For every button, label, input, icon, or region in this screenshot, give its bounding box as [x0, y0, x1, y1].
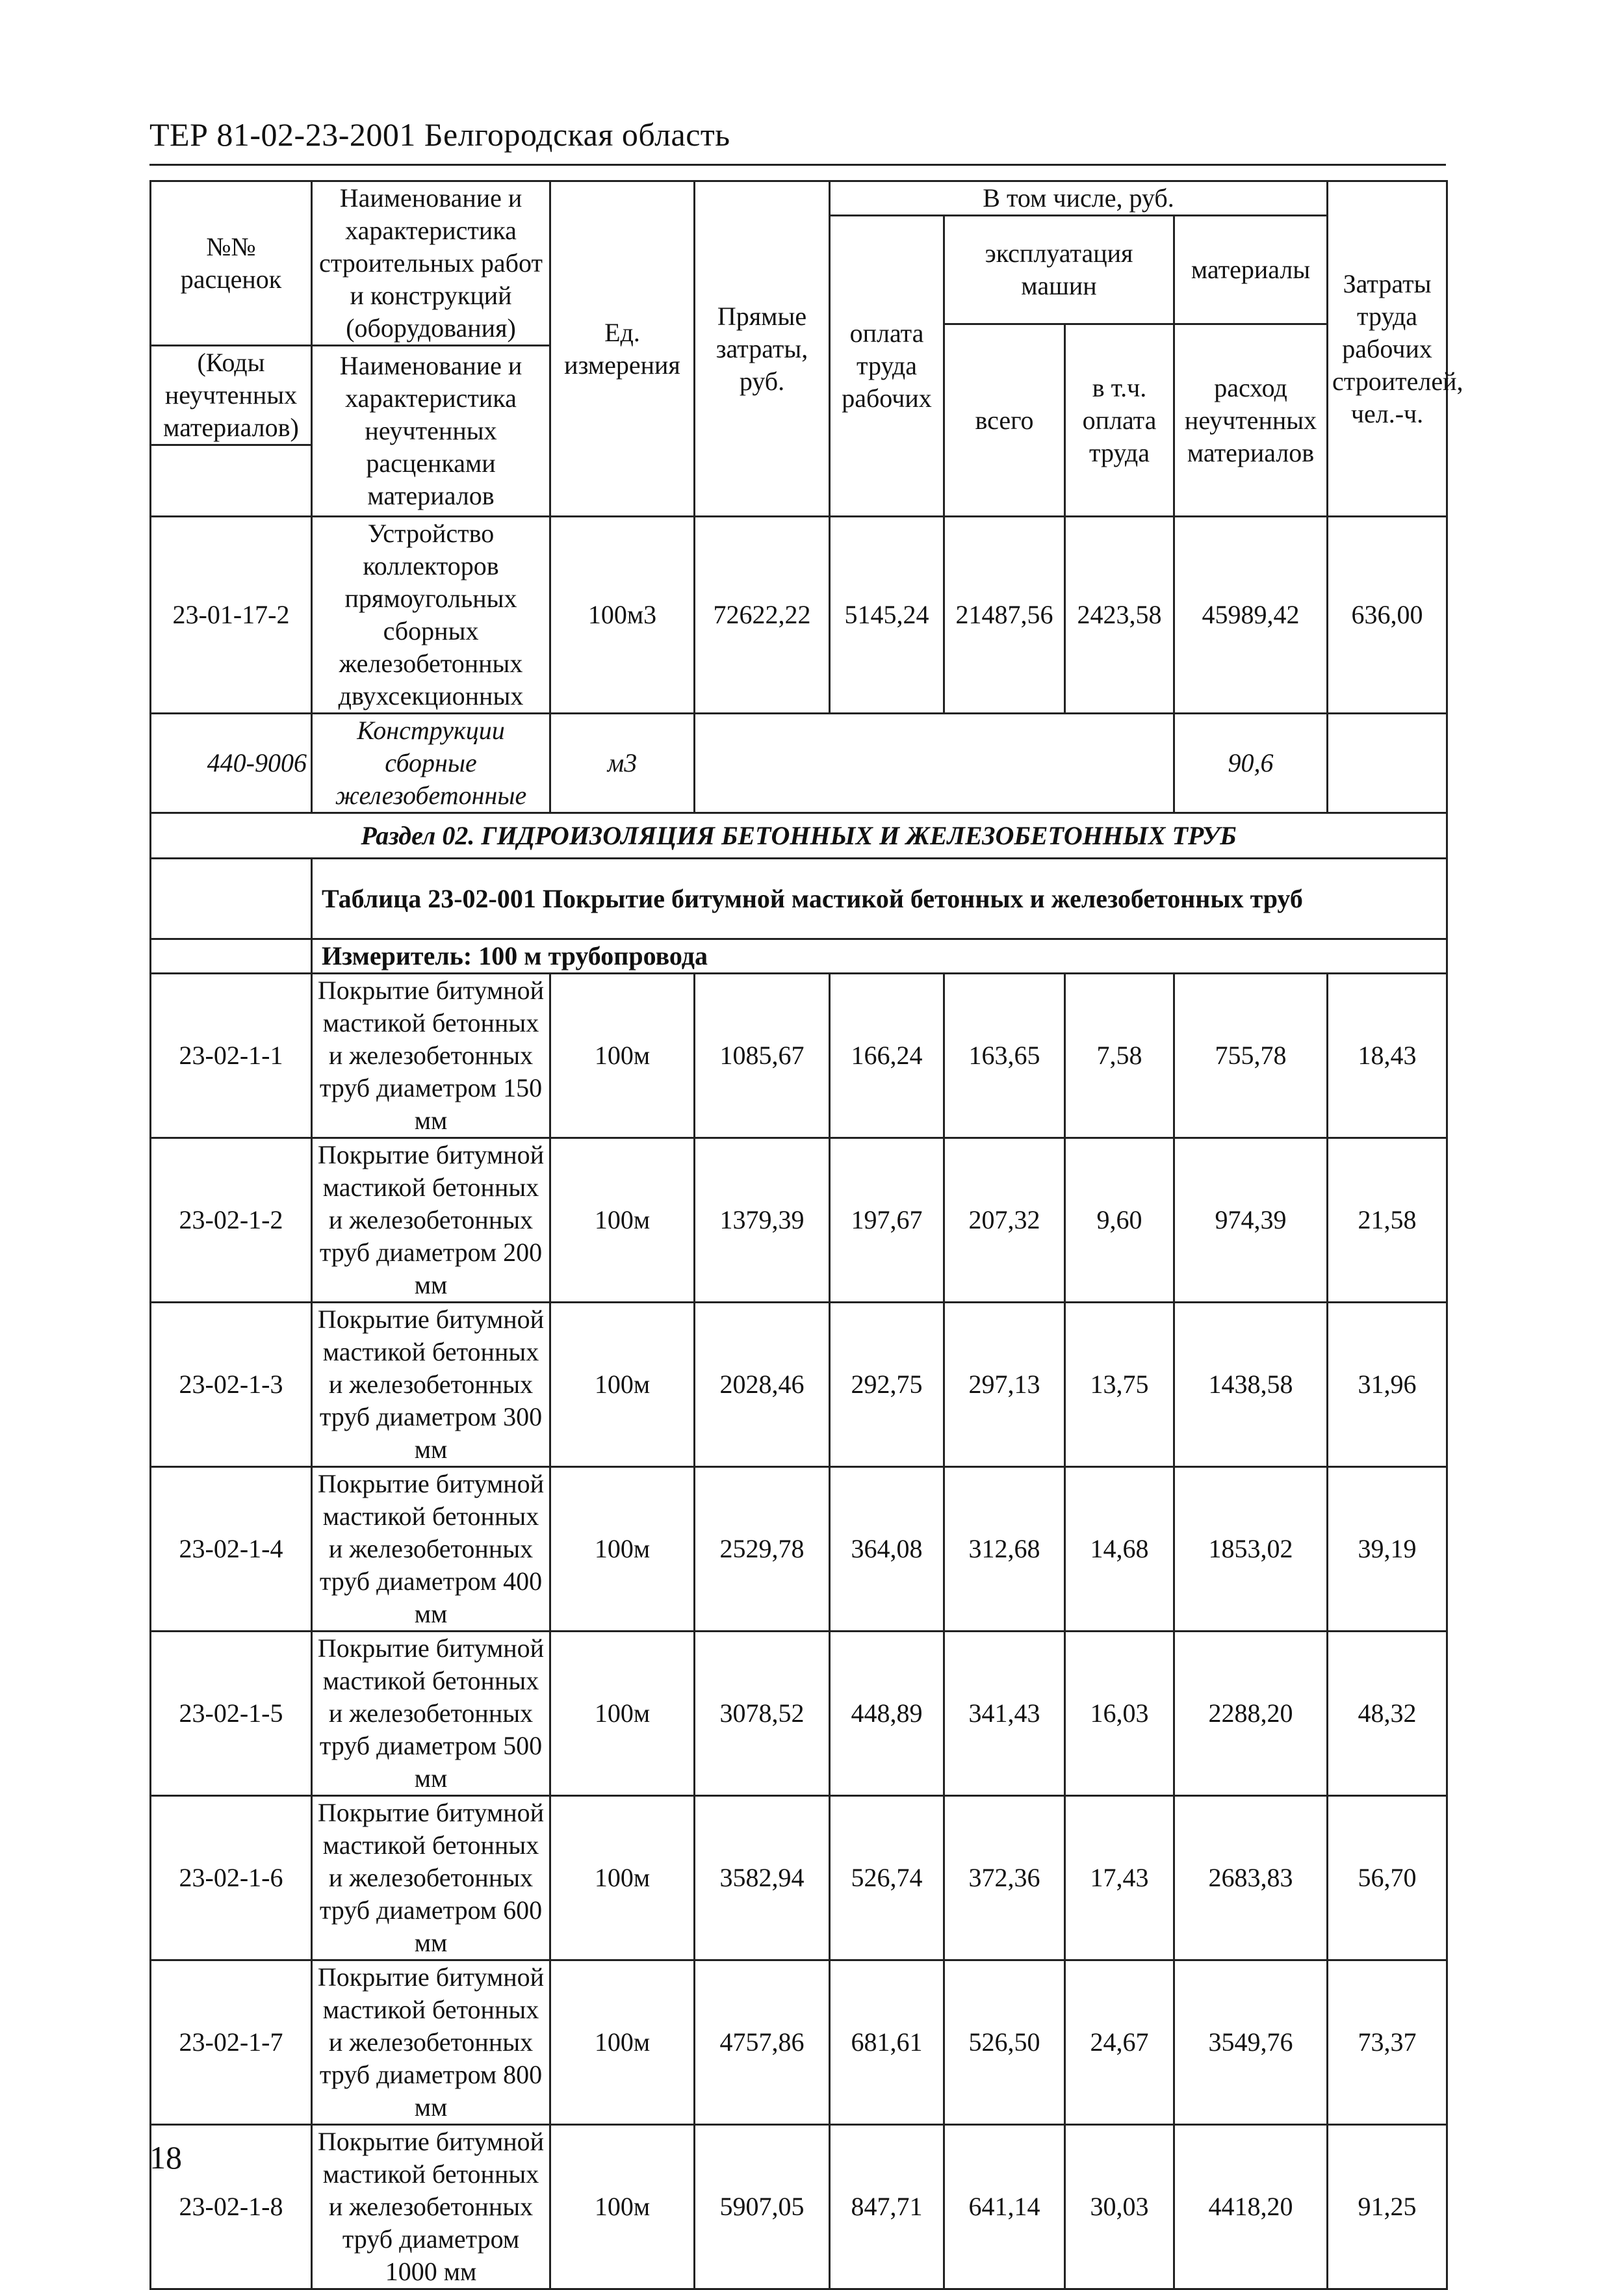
row-code: 23-02-1-2 — [151, 1138, 312, 1303]
header-wage: оплата труда рабочих — [830, 216, 944, 517]
header-materials-alt: расход неучтенных материалов — [1174, 324, 1328, 517]
row-unit: 100м — [550, 1303, 695, 1467]
row-direct: 2529,78 — [695, 1467, 830, 1632]
row-code: 23-02-1-3 — [151, 1303, 312, 1467]
row-machines-wage: 7,58 — [1065, 974, 1174, 1138]
row-materials: 755,78 — [1174, 974, 1328, 1138]
row-machines-total: 312,68 — [944, 1467, 1065, 1632]
page-number: 18 — [149, 2139, 182, 2176]
header-including: В том числе, руб. — [830, 181, 1328, 216]
material-unit: м3 — [550, 714, 695, 813]
header-materials: материалы — [1174, 216, 1328, 324]
row-machines-wage: 30,03 — [1065, 2125, 1174, 2289]
row-machines-total: 372,36 — [944, 1796, 1065, 1960]
table-row — [151, 1796, 1447, 1960]
row-name: Покрытие битумной мастикой бетонных и железобетонных труб диаметром 150 мм — [312, 974, 550, 1138]
row-machines-wage: 9,60 — [1065, 1138, 1174, 1303]
row-materials: 1438,58 — [1174, 1303, 1328, 1467]
row-name: Покрытие битумной мастикой бетонных и железобетонных труб диаметром 500 мм — [312, 1632, 550, 1796]
row-unit: 100м3 — [550, 517, 695, 714]
row-unit: 100м — [550, 1467, 695, 1632]
row-unit: 100м — [550, 1960, 695, 2125]
header-machines-wage: в т.ч. оплата труда — [1065, 324, 1174, 517]
row-machines-wage: 24,67 — [1065, 1960, 1174, 2125]
row-direct: 1379,39 — [695, 1138, 830, 1303]
row-machines-wage: 16,03 — [1065, 1632, 1174, 1796]
row-materials: 4418,20 — [1174, 2125, 1328, 2289]
header-machines: эксплуатация машин — [944, 216, 1174, 324]
row-machines-total: 526,50 — [944, 1960, 1065, 2125]
table-row — [151, 2125, 1447, 2289]
row-name: Покрытие битумной мастикой бетонных и железобетонных труб диаметром 300 мм — [312, 1303, 550, 1467]
price-table — [149, 180, 1463, 2290]
row-code: 23-02-1-6 — [151, 1796, 312, 1960]
header-rule — [149, 164, 1446, 166]
table-row — [151, 1467, 1447, 1632]
material-empty — [695, 714, 1174, 813]
header-direct: Прямые затраты, руб. — [695, 181, 830, 517]
table-title: Таблица 23-02-001 Покрытие битумной мастикой бетонных и железобетонных труб — [312, 859, 1447, 939]
section-heading: Раздел 02. ГИДРОИЗОЛЯЦИЯ БЕТОННЫХ И ЖЕЛЕЗОБЕТОННЫХ ТРУБ — [151, 813, 1447, 859]
row-labor: 73,37 — [1328, 1960, 1447, 2125]
row-name: Покрытие битумной мастикой бетонных и железобетонных труб диаметром 200 мм — [312, 1138, 550, 1303]
row-name: Устройство коллекторов прямоугольных сборных железобетонных двухсекционных — [312, 517, 550, 714]
row-code: 23-02-1-5 — [151, 1632, 312, 1796]
header-labor: Затраты труда рабочих строителей, чел.-ч. — [1328, 181, 1447, 517]
table-row — [151, 1960, 1447, 2125]
row-labor: 18,43 — [1328, 974, 1447, 1138]
measure-line: Измеритель: 100 м трубопровода — [312, 939, 1447, 974]
material-amount: 90,6 — [1174, 714, 1328, 813]
row-direct: 2028,46 — [695, 1303, 830, 1467]
row-materials: 1853,02 — [1174, 1467, 1328, 1632]
header-unit: Ед. измерения — [550, 181, 695, 517]
header-name: Наименование и характеристика строительных работ и конструкций (оборудования) — [312, 181, 550, 346]
row-labor: 636,00 — [1328, 517, 1447, 714]
row-direct: 4757,86 — [695, 1960, 830, 2125]
material-row — [151, 714, 1447, 813]
row-machines-total: 21487,56 — [944, 517, 1065, 714]
row-materials: 3549,76 — [1174, 1960, 1328, 2125]
row-machines-total: 207,32 — [944, 1138, 1065, 1303]
row-unit: 100м — [550, 1796, 695, 1960]
row-wage: 526,74 — [830, 1796, 944, 1960]
row-materials: 2683,83 — [1174, 1796, 1328, 1960]
row-machines-wage: 13,75 — [1065, 1303, 1174, 1467]
row-machines-wage: 14,68 — [1065, 1467, 1174, 1632]
row-code: 23-01-17-2 — [151, 517, 312, 714]
table-row — [151, 1138, 1447, 1303]
row-wage: 292,75 — [830, 1303, 944, 1467]
row-labor: 56,70 — [1328, 1796, 1447, 1960]
material-code: 440-9006 — [151, 714, 312, 813]
row-direct: 3582,94 — [695, 1796, 830, 1960]
title-empty — [151, 859, 312, 939]
page-header: ТЕР 81-02-23-2001 Белгородская область — [149, 116, 730, 153]
row-machines-wage: 2423,58 — [1065, 517, 1174, 714]
row-labor: 21,58 — [1328, 1138, 1447, 1303]
table-row — [151, 974, 1447, 1138]
row-direct: 3078,52 — [695, 1632, 830, 1796]
row-machines-total: 341,43 — [944, 1632, 1065, 1796]
row-unit: 100м — [550, 1632, 695, 1796]
row-labor: 48,32 — [1328, 1632, 1447, 1796]
row-labor: 39,19 — [1328, 1467, 1447, 1632]
row-code: 23-02-1-4 — [151, 1467, 312, 1632]
row-materials: 2288,20 — [1174, 1632, 1328, 1796]
row-direct: 72622,22 — [695, 517, 830, 714]
row-labor: 31,96 — [1328, 1303, 1447, 1467]
material-empty-labor — [1328, 714, 1447, 813]
row-wage: 5145,24 — [830, 517, 944, 714]
row-name: Покрытие битумной мастикой бетонных и железобетонных труб диаметром 400 мм — [312, 1467, 550, 1632]
row-code: 23-02-1-7 — [151, 1960, 312, 2125]
row-wage: 681,61 — [830, 1960, 944, 2125]
row-machines-total: 641,14 — [944, 2125, 1065, 2289]
table-row — [151, 1303, 1447, 1467]
row-unit: 100м — [550, 1138, 695, 1303]
header-name-alt: Наименование и характеристика неучтенных расценками материалов — [312, 346, 550, 517]
row-name: Покрытие битумной мастикой бетонных и железобетонных труб диаметром 800 мм — [312, 1960, 550, 2125]
row-direct: 1085,67 — [695, 974, 830, 1138]
row-labor: 91,25 — [1328, 2125, 1447, 2289]
row-unit: 100м — [550, 2125, 695, 2289]
row-machines-total: 163,65 — [944, 974, 1065, 1138]
row-wage: 448,89 — [830, 1632, 944, 1796]
table-row — [151, 517, 1447, 714]
row-unit: 100м — [550, 974, 695, 1138]
row-name: Покрытие битумной мастикой бетонных и железобетонных труб диаметром 600 мм — [312, 1796, 550, 1960]
row-wage: 197,67 — [830, 1138, 944, 1303]
row-wage: 166,24 — [830, 974, 944, 1138]
header-empty — [151, 445, 312, 517]
row-machines-total: 297,13 — [944, 1303, 1065, 1467]
row-materials: 45989,42 — [1174, 517, 1328, 714]
header-code: №№ расценок — [151, 181, 312, 346]
measure-empty — [151, 939, 312, 974]
row-wage: 364,08 — [830, 1467, 944, 1632]
row-code: 23-02-1-1 — [151, 974, 312, 1138]
material-name: Конструкции сборные железобетонные — [312, 714, 550, 813]
row-materials: 974,39 — [1174, 1138, 1328, 1303]
table-row — [151, 1632, 1447, 1796]
header-machines-total: всего — [944, 324, 1065, 517]
row-code: 23-02-1-8 — [151, 2125, 312, 2289]
row-direct: 5907,05 — [695, 2125, 830, 2289]
row-machines-wage: 17,43 — [1065, 1796, 1174, 1960]
row-wage: 847,71 — [830, 2125, 944, 2289]
row-name: Покрытие битумной мастикой бетонных и железобетонных труб диаметром 1000 мм — [312, 2125, 550, 2289]
header-code-alt: (Коды неучтенных материалов) — [151, 346, 312, 445]
